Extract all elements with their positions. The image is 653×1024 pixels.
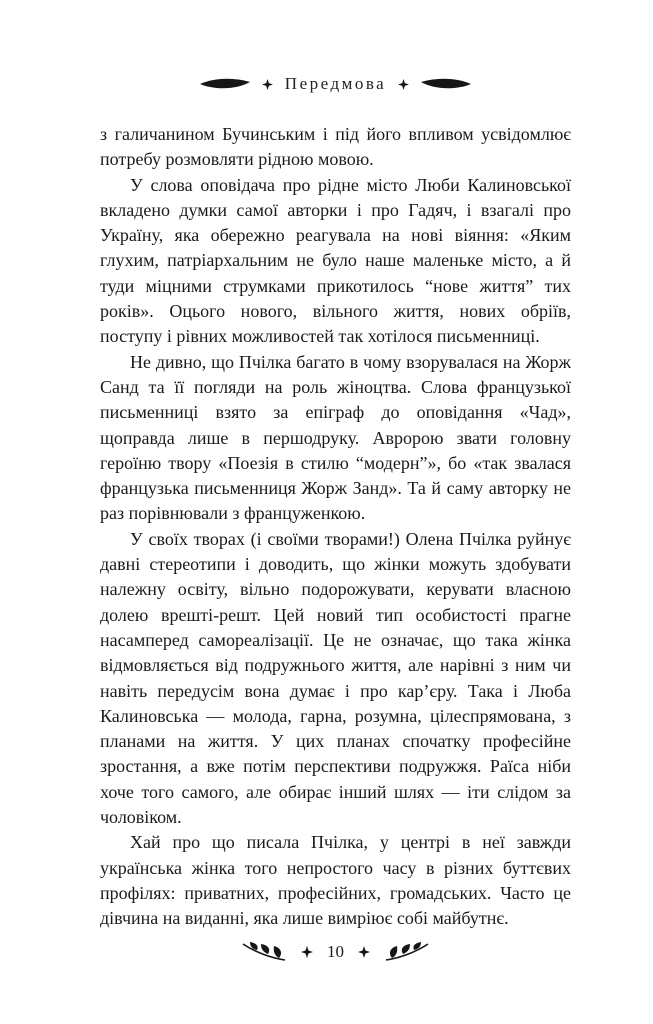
paragraph: Хай про що писала Пчілка, у центрі в неї завжди українська жінка того непростого часу в різних буттєвих профілях: приватних, професійних, громадських. Часто це дівчина на виданні, яка лише вимріює собі майбутнє. bbox=[100, 832, 571, 929]
leaf-flourish-icon bbox=[200, 77, 250, 91]
diamond-star-icon bbox=[262, 79, 273, 90]
paragraph: Не дивно, що Пчілка багато в чому взорувалася на Жорж Санд та її погляди на роль жіноцтва. Слова французької письменниці взято за епіграф до оповідання «Чад», щоправда лише в першодруку. Авророю звати головну героїню твору «Поезія в стилю “модерн”», бо «так звалася французька письменниця Жорж Занд». Та й саму авторку не раз порівнювали з француженкою. bbox=[100, 351, 571, 524]
laurel-branch-icon bbox=[384, 942, 430, 962]
chapter-title: Передмова bbox=[284, 74, 387, 93]
diamond-star-icon bbox=[358, 946, 370, 958]
page-text bbox=[100, 122, 571, 932]
paragraph: У слова оповідача про рідне місто Люби Калиновської вкладено думки самої авторки і про Гадяч, і взагалі про Україну, яка обережно реагувала на нові віяння: «Яким глухим, патріархальним не було наше маленьке місто, а й туди міцними струмками прикотилось “нове життя” тих років». Оцього нового, вільного життя, нових обріїв, поступу і рівних можливостей так хотілося письменниці. bbox=[100, 174, 571, 347]
paragraph: У своїх творах (і своїми творами!) Олена Пчілка руйнує давні стереотипи і доводить, що жінки можуть здобувати належну освіту, вільно подорожувати, керувати власною долею врешті-решт. Цей новий тип особистості прагне насамперед самореалізації. Це не означає, що така жінка відмовляється від подружнього життя, але нарівні з ним чи навіть передусім вона думає і про кар’єру. Така і Люба Калиновська — молода, гарна, розумна, цілеспрямована, з планами на життя. У цих планах спочатку професійне зростання, а вже потім перспективи подружжя. Раїса ніби хоче того самого, але обирає інший шлях — іти слідом за чоловіком. bbox=[100, 528, 571, 828]
diamond-star-icon bbox=[301, 946, 313, 958]
leaf-flourish-icon bbox=[421, 77, 471, 91]
chapter-header bbox=[100, 74, 571, 94]
diamond-star-icon bbox=[398, 79, 409, 90]
paragraph: з галичанином Бучинським і під його впливом усвідомлює потребу розмовляти рідною мовою. bbox=[100, 124, 571, 170]
page-number: 10 bbox=[327, 942, 344, 961]
laurel-branch-icon bbox=[241, 942, 287, 962]
page-footer bbox=[100, 942, 571, 962]
